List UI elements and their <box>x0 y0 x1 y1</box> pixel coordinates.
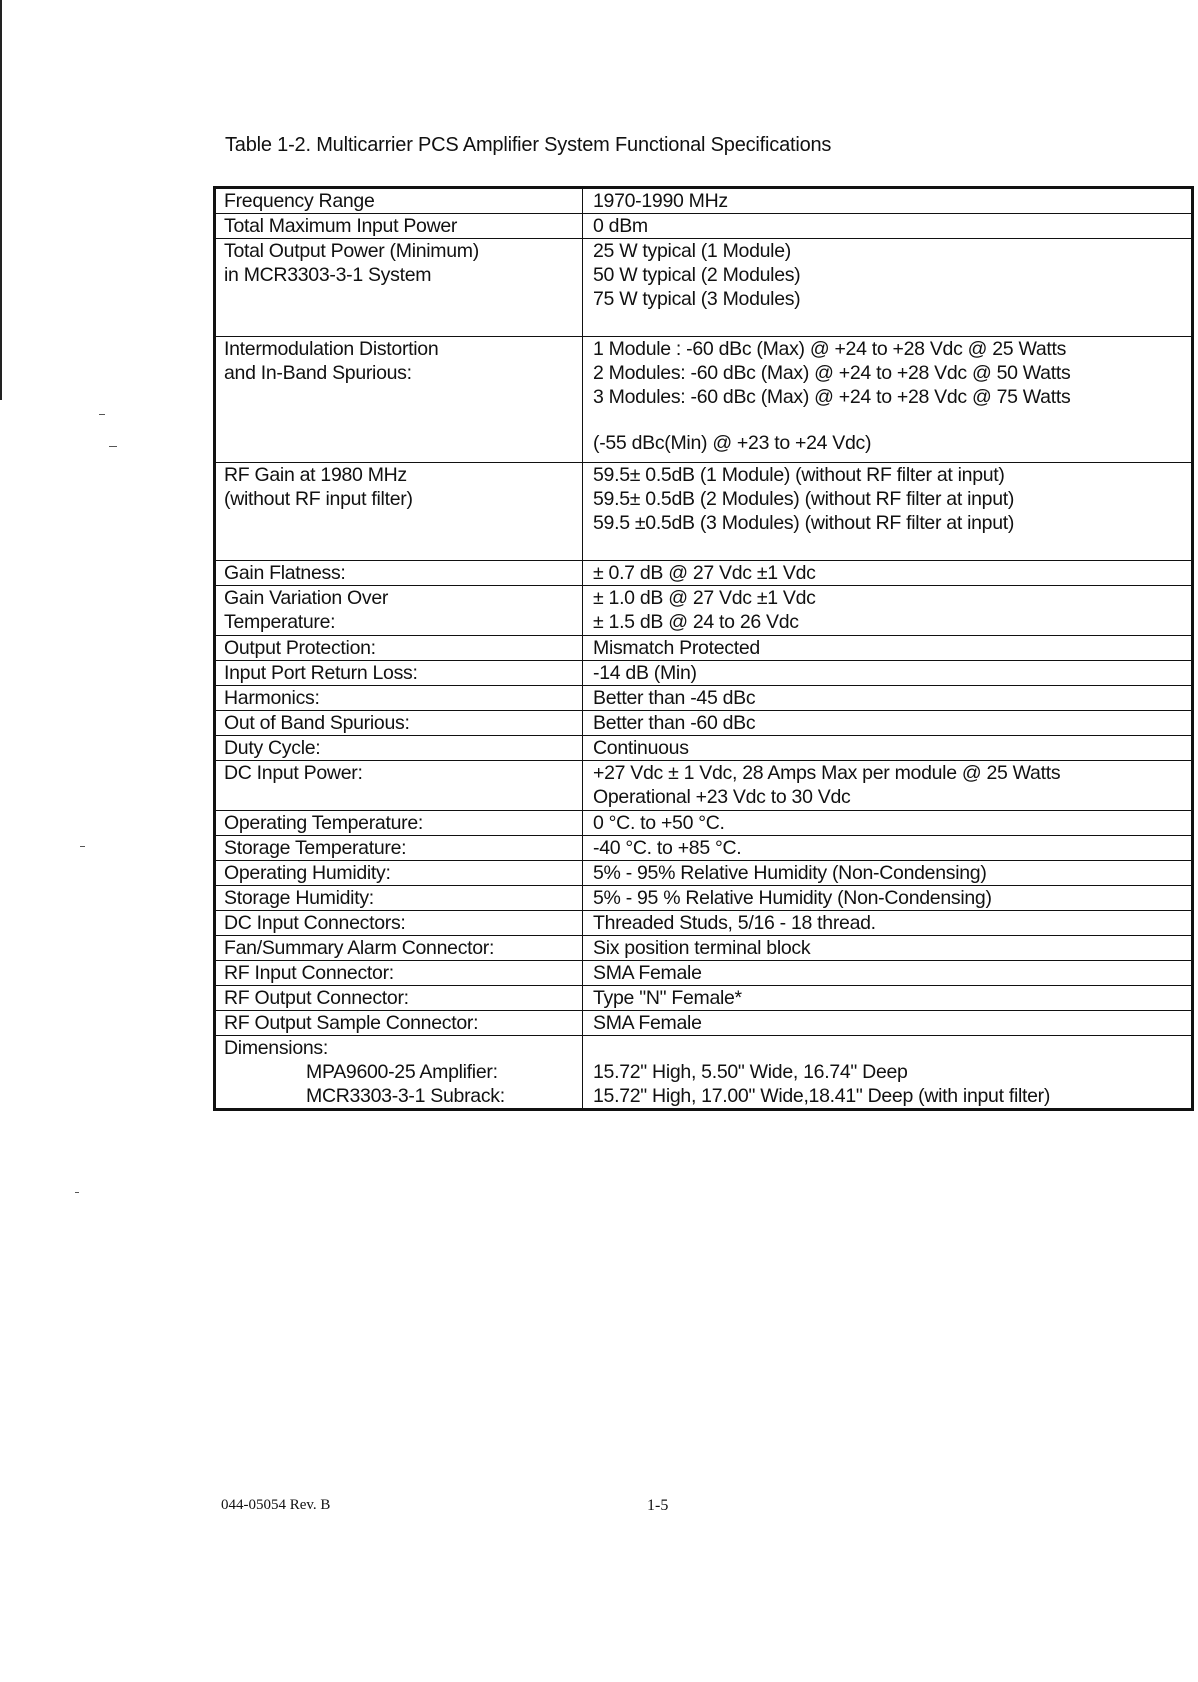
value-text: -40 °C. to +85 °C. <box>593 837 742 859</box>
parameter-cell <box>215 736 583 761</box>
table-row <box>215 1011 1193 1036</box>
parameter-cell <box>215 811 583 836</box>
value-text: Mismatch Protected <box>593 637 760 659</box>
page-number: 1-5 <box>647 1497 669 1514</box>
value-text: 5% - 95% Relative Humidity (Non-Condensing) <box>593 862 987 884</box>
parameter-cell <box>215 636 583 661</box>
table-row <box>215 736 1193 761</box>
parameter-text: Storage Humidity: <box>224 887 374 909</box>
value-text: 1970-1990 MHz <box>593 190 728 212</box>
parameter-text: RF Input Connector: <box>224 962 394 984</box>
value-text: 3 Modules: -60 dBc (Max) @ +24 to +28 Vdc @ 75 Watts <box>593 386 1071 408</box>
table-row <box>215 239 1193 337</box>
value-text: 1 Module : -60 dBc (Max) @ +24 to +28 Vdc @ 25 Watts <box>593 338 1067 360</box>
value-cell <box>583 188 1193 214</box>
table-row <box>215 214 1193 239</box>
value-text: 75 W typical (3 Modules) <box>593 288 801 310</box>
parameter-cell <box>215 1011 583 1036</box>
parameter-cell <box>215 214 583 239</box>
scan-speck <box>99 414 105 415</box>
table-row <box>215 337 1193 463</box>
table-row <box>215 711 1193 736</box>
value-text: -14 dB (Min) <box>593 662 697 684</box>
value-cell <box>583 636 1193 661</box>
value-text <box>593 1036 1185 1060</box>
value-cell <box>583 239 1193 337</box>
value-text: 15.72" High, 5.50" Wide, 16.74" Deep <box>593 1061 908 1083</box>
value-cell <box>583 961 1193 986</box>
value-cell <box>583 337 1193 463</box>
table-row <box>215 886 1193 911</box>
parameter-cell <box>215 239 583 337</box>
parameter-text: RF Output Sample Connector: <box>224 1012 479 1034</box>
parameter-text: RF Output Connector: <box>224 987 409 1009</box>
table-row <box>215 686 1193 711</box>
value-text: 5% - 95 % Relative Humidity (Non-Condensing) <box>593 887 992 909</box>
table-caption: Table 1-2. Multicarrier PCS Amplifier System Functional Specifications <box>225 134 832 156</box>
parameter-text: DC Input Power: <box>224 762 363 784</box>
value-text: Continuous <box>593 737 689 759</box>
value-text: 0 dBm <box>593 215 648 237</box>
value-text: 2 Modules: -60 dBc (Max) @ +24 to +28 Vdc @ 50 Watts <box>593 362 1071 384</box>
table-row <box>215 761 1193 811</box>
parameter-cell <box>215 188 583 214</box>
table-row <box>215 986 1193 1011</box>
value-text: Better than -60 dBc <box>593 712 756 734</box>
table-row <box>215 463 1193 561</box>
parameter-text: RF Gain at 1980 MHz <box>224 464 407 486</box>
parameter-cell <box>215 861 583 886</box>
parameter-text: Fan/Summary Alarm Connector: <box>224 937 495 959</box>
parameter-text: Intermodulation Distortion <box>224 338 439 360</box>
value-cell <box>583 861 1193 886</box>
value-text: SMA Female <box>593 1012 702 1034</box>
value-cell <box>583 836 1193 861</box>
value-text: Better than -45 dBc <box>593 687 756 709</box>
value-cell <box>583 811 1193 836</box>
parameter-text: Duty Cycle: <box>224 737 321 759</box>
table-row <box>215 936 1193 961</box>
table-row <box>215 861 1193 886</box>
parameter-text: Gain Variation Over <box>224 587 389 609</box>
parameter-cell <box>215 711 583 736</box>
value-cell <box>583 936 1193 961</box>
value-cell <box>583 911 1193 936</box>
parameter-cell <box>215 936 583 961</box>
parameter-cell <box>215 661 583 686</box>
value-cell <box>583 686 1193 711</box>
table-row <box>215 661 1193 686</box>
parameter-text: (without RF input filter) <box>224 488 413 510</box>
value-cell <box>583 1036 1193 1110</box>
table-row <box>215 561 1193 586</box>
parameter-text: and In-Band Spurious: <box>224 362 412 384</box>
parameter-text: Harmonics: <box>224 687 320 709</box>
parameter-text: Operating Humidity: <box>224 862 391 884</box>
parameter-text: Out of Band Spurious: <box>224 712 410 734</box>
value-cell <box>583 761 1193 811</box>
table-row <box>215 188 1193 214</box>
value-text: 50 W typical (2 Modules) <box>593 264 801 286</box>
parameter-text: Dimensions: <box>224 1037 328 1059</box>
value-cell <box>583 736 1193 761</box>
value-text: 59.5± 0.5dB (1 Module) (without RF filter at input) <box>593 464 1005 486</box>
value-cell <box>583 661 1193 686</box>
parameter-text: MCR3303-3-1 Subrack: <box>306 1085 505 1107</box>
parameter-cell <box>215 1036 583 1110</box>
table-row <box>215 1036 1193 1110</box>
value-text: 59.5 ±0.5dB (3 Modules) (without RF filter at input) <box>593 512 1015 534</box>
parameter-text: Input Port Return Loss: <box>224 662 418 684</box>
scan-speck <box>109 446 117 447</box>
value-text: Threaded Studs, 5/16 - 18 thread. <box>593 912 876 934</box>
value-text: ± 0.7 dB @ 27 Vdc ±1 Vdc <box>593 562 816 584</box>
parameter-cell <box>215 961 583 986</box>
value-text: (-55 dBc(Min) @ +23 to +24 Vdc) <box>593 432 872 454</box>
parameter-cell <box>215 886 583 911</box>
value-cell <box>583 463 1193 561</box>
value-text: SMA Female <box>593 962 702 984</box>
value-cell <box>583 1011 1193 1036</box>
parameter-text: Temperature: <box>224 611 336 633</box>
value-cell <box>583 214 1193 239</box>
parameter-text: MPA9600-25 Amplifier: <box>306 1061 498 1083</box>
parameter-text: Total Maximum Input Power <box>224 215 458 237</box>
parameter-cell <box>215 463 583 561</box>
table-row <box>215 911 1193 936</box>
parameter-cell <box>215 686 583 711</box>
value-cell <box>583 561 1193 586</box>
value-text: ± 1.5 dB @ 24 to 26 Vdc <box>593 611 799 633</box>
parameter-cell <box>215 761 583 811</box>
value-cell <box>583 886 1193 911</box>
value-cell <box>583 711 1193 736</box>
parameter-text: in MCR3303-3-1 System <box>224 264 432 286</box>
table-row <box>215 586 1193 636</box>
scan-speck <box>75 1192 79 1193</box>
value-text: Six position terminal block <box>593 937 811 959</box>
parameter-text: Total Output Power (Minimum) <box>224 240 479 262</box>
value-text: Type "N" Female* <box>593 987 742 1009</box>
parameter-text: Output Protection: <box>224 637 376 659</box>
parameter-text: DC Input Connectors: <box>224 912 406 934</box>
parameter-cell <box>215 986 583 1011</box>
value-text: 15.72" High, 17.00" Wide,18.41" Deep (with input filter) <box>593 1085 1051 1107</box>
value-text: Operational +23 Vdc to 30 Vdc <box>593 786 851 808</box>
value-text: +27 Vdc ± 1 Vdc, 28 Amps Max per module @ 25 Watts <box>593 762 1061 784</box>
parameter-text: Storage Temperature: <box>224 837 407 859</box>
table-row <box>215 811 1193 836</box>
document-number: 044-05054 Rev. B <box>221 1497 331 1513</box>
table-row <box>215 636 1193 661</box>
value-text: 59.5± 0.5dB (2 Modules) (without RF filter at input) <box>593 488 1015 510</box>
parameter-text: Frequency Range <box>224 190 375 212</box>
scan-page-edge <box>0 0 2 400</box>
table-row <box>215 961 1193 986</box>
parameter-cell <box>215 586 583 636</box>
value-text: 25 W typical (1 Module) <box>593 240 791 262</box>
parameter-cell <box>215 911 583 936</box>
parameter-cell <box>215 836 583 861</box>
parameter-cell <box>215 337 583 463</box>
value-cell <box>583 986 1193 1011</box>
parameter-text: Operating Temperature: <box>224 812 423 834</box>
value-cell <box>583 586 1193 636</box>
specifications-table <box>213 186 1194 1111</box>
table-row <box>215 836 1193 861</box>
parameter-text: Gain Flatness: <box>224 562 346 584</box>
value-text: 0 °C. to +50 °C. <box>593 812 725 834</box>
parameter-cell <box>215 561 583 586</box>
scan-speck <box>80 846 85 847</box>
value-text: ± 1.0 dB @ 27 Vdc ±1 Vdc <box>593 587 816 609</box>
